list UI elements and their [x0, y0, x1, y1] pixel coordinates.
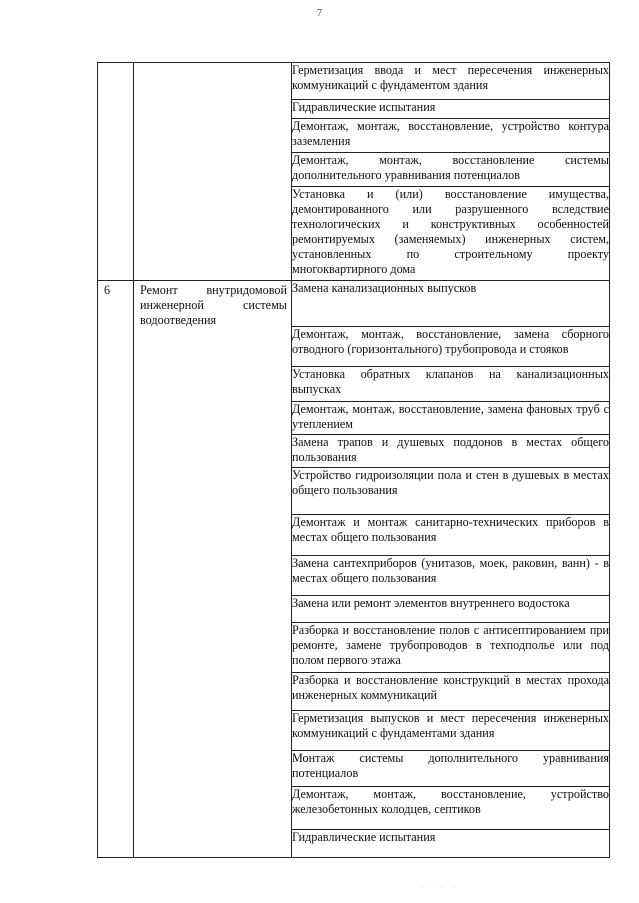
- row-number-cell: [98, 281, 134, 858]
- scan-artifact: · · · ·: [420, 883, 458, 892]
- work-item-cell: [292, 711, 610, 751]
- page-number: 7: [317, 8, 322, 19]
- work-item-cell: [292, 327, 610, 367]
- work-item-text: Разборка и восстановление конструкций в местах прохода инженерных коммуникаций: [292, 673, 609, 702]
- work-item-text: Демонтаж, монтаж, восстановление системы дополнительного уравнивания потенциалов: [292, 153, 609, 182]
- work-item-text: Герметизация ввода и мест пересечения инженерных коммуникаций с фундаментом здания: [292, 63, 609, 92]
- work-item-text: Замена канализационных выпусков: [292, 281, 477, 295]
- row-number-cell: [98, 63, 134, 281]
- section-name-cell: [134, 63, 292, 281]
- work-item-cell: [292, 596, 610, 623]
- work-item-text: Демонтаж, монтаж, восстановление, замена фановых труб с утеплением: [292, 402, 609, 431]
- work-item-cell: [292, 830, 610, 858]
- works-table: [97, 62, 610, 858]
- work-item-cell: [292, 63, 610, 100]
- work-item-text: Демонтаж, монтаж, восстановление, замена сборного отводного (горизонтального) трубопровода и стояков: [292, 327, 609, 356]
- work-item-text: Гидравлические испытания: [292, 100, 436, 114]
- work-item-cell: [292, 119, 610, 153]
- work-item-cell: [292, 673, 610, 711]
- work-item-text: Замена или ремонт элементов внутреннего водостока: [292, 596, 570, 610]
- work-item-cell: [292, 153, 610, 187]
- work-item-cell: [292, 556, 610, 596]
- table-row: [98, 63, 610, 100]
- work-item-cell: [292, 623, 610, 673]
- work-item-text: Разборка и восстановление полов с антисептированием при ремонте, замене трубопроводов в техподполье или под полом первого этажа: [292, 623, 609, 667]
- work-item-text: Устройство гидроизоляции пола и стен в душевых в местах общего пользования: [292, 468, 609, 497]
- work-item-text: Демонтаж, монтаж, восстановление, устройство железобетонных колодцев, септиков: [292, 787, 609, 816]
- work-item-text: Демонтаж, монтаж, восстановление, устройство контура заземления: [292, 119, 609, 148]
- work-item-text: Установка и (или) восстановление имущества, демонтированного или разрушенного вследствие технологических и конструктивных особенностей ремонтируемых (заменяемых) инженерных систем, установленных по строительному проекту многоквартирного дома: [292, 187, 609, 276]
- work-item-text: Замена сантехприборов (унитазов, моек, раковин, ванн) - в местах общего пользования: [292, 556, 609, 585]
- work-item-cell: [292, 100, 610, 119]
- work-item-text: Установка обратных клапанов на канализационных выпусках: [292, 367, 609, 396]
- work-item-text: Герметизация выпусков и мест пересечения инженерных коммуникаций с фундаментами здания: [292, 711, 609, 740]
- work-item-cell: [292, 187, 610, 281]
- section-name: Ремонт внутридомовой инженерной системы водоотведения: [140, 283, 287, 327]
- work-item-cell: [292, 367, 610, 402]
- work-item-text: Монтаж системы дополнительного уравнивания потенциалов: [292, 751, 609, 780]
- work-item-cell: [292, 402, 610, 435]
- row-number: 6: [104, 283, 111, 297]
- table-row: [98, 281, 610, 327]
- work-item-cell: [292, 435, 610, 468]
- work-item-cell: [292, 787, 610, 830]
- work-item-text: Гидравлические испытания: [292, 830, 436, 844]
- section-name-cell: [134, 281, 292, 858]
- work-item-cell: [292, 751, 610, 787]
- work-item-text: Демонтаж и монтаж санитарно-технических приборов в местах общего пользования: [292, 515, 609, 544]
- work-item-text: Замена трапов и душевых поддонов в местах общего пользования: [292, 435, 609, 464]
- work-item-cell: [292, 468, 610, 515]
- work-item-cell: [292, 281, 610, 327]
- work-item-cell: [292, 515, 610, 556]
